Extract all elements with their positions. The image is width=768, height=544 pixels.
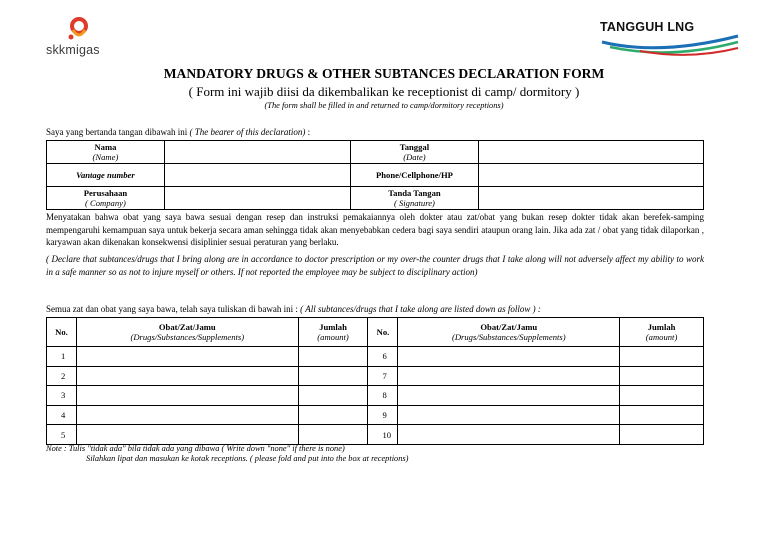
bearer-text-en: ( The bearer of this declaration): [189, 127, 306, 137]
table-row: [47, 405, 704, 425]
row-number: 7: [368, 366, 398, 386]
drug-name-field[interactable]: [398, 425, 620, 445]
table-row: [47, 347, 704, 367]
name-label-cell: [47, 141, 165, 164]
no-header-right: No.: [368, 318, 398, 347]
drug-name-field[interactable]: [76, 405, 298, 425]
vantage-label-cell: [47, 164, 165, 187]
form-return-note: (The form shall be filled in and returned to camp/dormitory receptions): [264, 101, 504, 110]
table-row: [47, 366, 704, 386]
date-label: Tanggal: [399, 142, 430, 152]
skkmigas-logo: [38, 14, 118, 60]
row-number: 10: [368, 425, 398, 445]
drug-amount-field[interactable]: [298, 366, 368, 386]
tangguh-swoosh-icon: [600, 34, 740, 64]
drug-name-field[interactable]: [76, 366, 298, 386]
form-subtitle: ( Form ini wajib diisi da dikembalikan ke receptionist di camp/ dormitory ): [188, 84, 580, 99]
drug-header-right: Obat/Zat/Jamu (Drugs/Substances/Supplements): [398, 318, 620, 347]
name-label-en: (Name): [92, 152, 119, 162]
drug-amount-field[interactable]: [298, 347, 368, 367]
drug-list-intro-en: ( All subtances/drugs that I take along are listed down as follow ) :: [297, 304, 541, 314]
drug-amount-field[interactable]: [620, 366, 704, 386]
bearer-info-table: [46, 140, 704, 210]
no-header-left: No.: [47, 318, 77, 347]
amount-header-left: Jumlah (amount): [298, 318, 368, 347]
drug-name-field[interactable]: [398, 405, 620, 425]
vantage-field[interactable]: [164, 164, 350, 187]
date-label-en: (Date): [403, 152, 426, 162]
form-title: MANDATORY DRUGS & OTHER SUBTANCES DECLARATION FORM: [163, 66, 605, 81]
table-row: [47, 425, 704, 445]
note-line-1: : Tulis "tidak ada" bila tidak ada yang dibawa ( Write down "none" if there is none): [63, 444, 345, 453]
phone-label: Phone/Cellphone/HP: [376, 170, 453, 180]
bearer-line: [46, 127, 310, 137]
drug-amount-field[interactable]: [620, 425, 704, 445]
drug-table-header: [47, 318, 704, 347]
drug-amount-field[interactable]: [298, 386, 368, 406]
amount-header-right: Jumlah (amount): [620, 318, 704, 347]
row-number: 2: [47, 366, 77, 386]
date-field[interactable]: [479, 141, 704, 164]
signature-label-en: ( Signature): [393, 198, 435, 208]
drug-name-field[interactable]: [76, 386, 298, 406]
company-label-cell: [47, 187, 165, 210]
bearer-text: Saya yang bertanda tangan dibawah ini: [46, 127, 188, 137]
drug-header-left: Obat/Zat/Jamu (Drugs/Substances/Supplements): [76, 318, 298, 347]
note-line-2: Silahkan lipat dan masukan ke kotak receptions. ( please fold and put into the box at receptions): [86, 454, 409, 464]
name-label: Nama: [94, 142, 117, 152]
date-label-cell: [350, 141, 479, 164]
phone-label-cell: [350, 164, 479, 187]
tangguh-wordmark: TANGGUH LNG: [600, 20, 695, 34]
drug-name-field[interactable]: [76, 425, 298, 445]
drug-list-intro-text: Semua zat dan obat yang saya bawa, telah saya tuliskan di bawah ini :: [46, 304, 298, 314]
drug-amount-field[interactable]: [298, 405, 368, 425]
row-number: 4: [47, 405, 77, 425]
row-number: 6: [368, 347, 398, 367]
company-label: Perusahaan: [83, 188, 128, 198]
drug-name-field[interactable]: [398, 366, 620, 386]
skkmigas-mark-icon: [62, 14, 102, 44]
row-number: 1: [47, 347, 77, 367]
declaration-indonesian: Menyatakan bahwa obat yang saya bawa sesuai dengan resep dan instruksi pemakaiannya oleh dokter atau zat/obat yang bukan resep dokter tidak akan berefek-samping mempengaruhi kemampuan saya untuk bekerja secara aman sehingga tidak akan menyebabkan cedera bagi saya sendiri ataupun orang lain. Jika ada zat / obat yang tidak dilaporkan , karyawan akan dikenakan konsekwensi disiplinier sesuai peraturan yang berlaku.: [46, 212, 704, 248]
drug-amount-field[interactable]: [620, 405, 704, 425]
note-label: Note: [46, 444, 62, 453]
drug-name-field[interactable]: [398, 347, 620, 367]
company-field[interactable]: [164, 187, 350, 210]
row-number: 5: [47, 425, 77, 445]
name-field[interactable]: [164, 141, 350, 164]
vantage-label: Vantage number: [76, 170, 135, 180]
drug-amount-field[interactable]: [620, 386, 704, 406]
drug-amount-field[interactable]: [620, 347, 704, 367]
signature-field[interactable]: [479, 187, 704, 210]
row-number: 9: [368, 405, 398, 425]
drug-list-table: [46, 317, 704, 445]
company-label-en: ( Company): [85, 198, 126, 208]
drug-amount-field[interactable]: [298, 425, 368, 445]
bearer-colon: :: [305, 127, 311, 137]
tangguh-lng-logo: [600, 20, 740, 66]
drug-name-field[interactable]: [398, 386, 620, 406]
declaration-english-text: ( Declare that subtances/drugs that I bring along are in accordance to doctor prescription or my over-the counter drugs that I take along will not adversely affect my ability to work in a safe manner so as not to injure myself or others. If not reported the employee may be subject to disciplinary action): [46, 254, 704, 277]
drug-name-field[interactable]: [76, 347, 298, 367]
footer-note: [46, 444, 408, 465]
skkmigas-wordmark: skkmigas: [46, 43, 100, 57]
signature-label: Tanda Tangan: [388, 188, 441, 198]
declaration-english: [46, 253, 704, 278]
signature-label-cell: [350, 187, 479, 210]
table-row: [47, 386, 704, 406]
drug-list-intro: [46, 304, 541, 314]
row-number: 8: [368, 386, 398, 406]
row-number: 3: [47, 386, 77, 406]
phone-field[interactable]: [479, 164, 704, 187]
